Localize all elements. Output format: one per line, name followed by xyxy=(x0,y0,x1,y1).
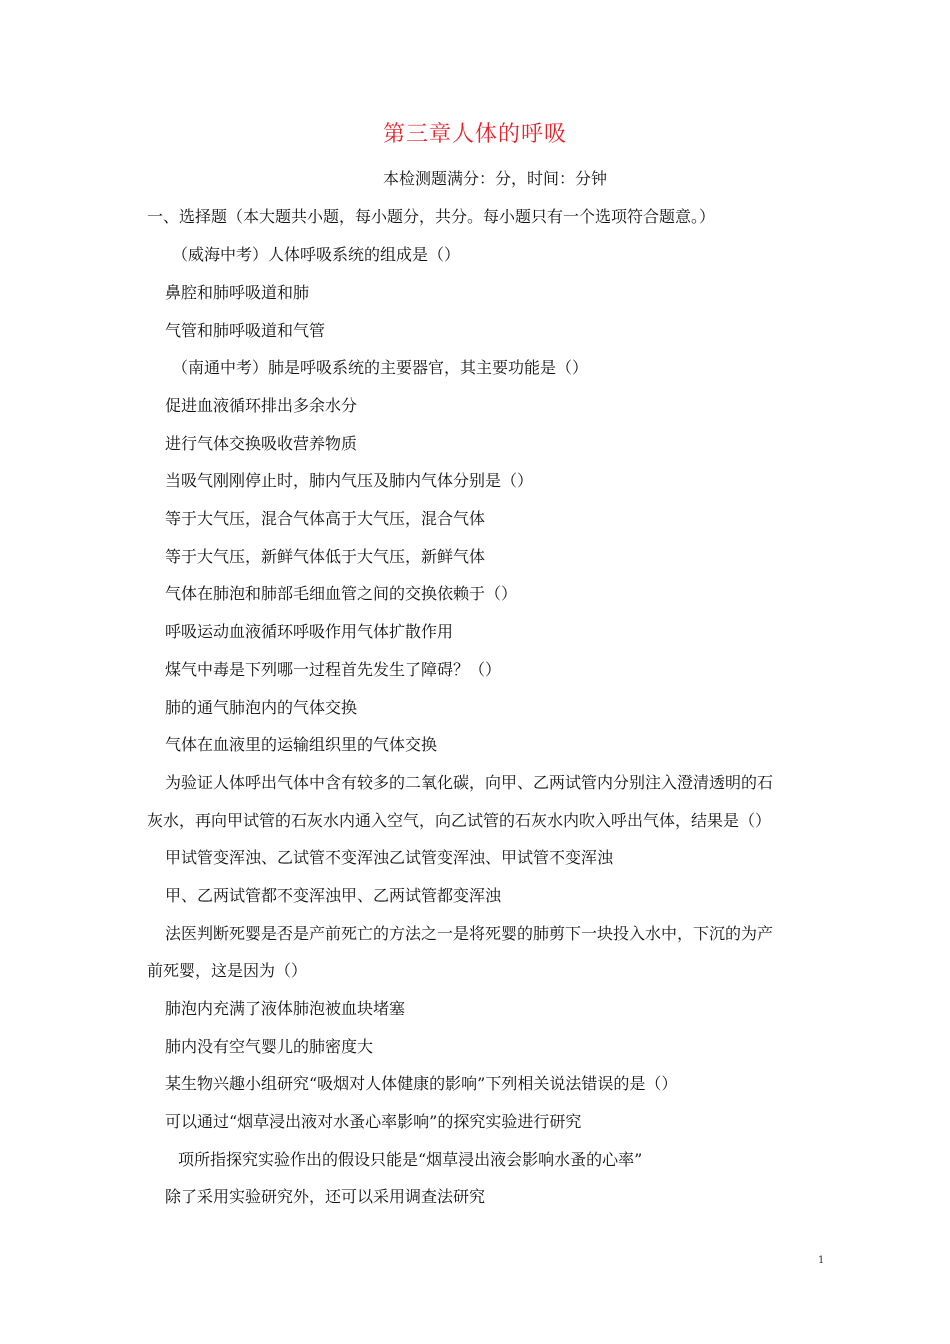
question-line: 煤气中毒是下列哪一过程首先发生了障碍？（） xyxy=(165,660,502,679)
option-line: 肺的通气肺泡内的气体交换 xyxy=(165,698,358,717)
document-title: 第三章人体的呼吸 xyxy=(382,122,567,147)
option-line: 肺泡内充满了液体肺泡被血块堵塞 xyxy=(165,999,406,1018)
option-line: 等于大气压，混合气体高于大气压，混合气体 xyxy=(165,509,486,528)
question-line: 为验证人体呼出气体中含有较多的二氧化碳，向甲、乙两试管内分别注入澄清透明的石 xyxy=(165,773,774,792)
option-line: 除了采用实验研究外，还可以采用调查法研究 xyxy=(165,1187,486,1206)
section-heading: 一、选择题（本大题共小题，每小题分，共分。每小题只有一个选项符合题意。） xyxy=(147,207,716,226)
option-line: 气管和肺呼吸道和气管 xyxy=(165,321,326,340)
option-line: 肺内没有空气婴儿的肺密度大 xyxy=(165,1037,374,1056)
option-line: 可以通过“烟草浸出液对水蚤心率影响”的探究实验进行研究 xyxy=(165,1112,582,1131)
question-line: 当吸气刚刚停止时，肺内气压及肺内气体分别是（） xyxy=(165,471,534,490)
question-line-continued: 前死婴，这是因为（） xyxy=(147,961,308,980)
question-line: 气体在肺泡和肺部毛细血管之间的交换依赖于（） xyxy=(165,584,518,603)
option-line: 甲试管变浑浊、乙试管不变浑浊乙试管变浑浊、甲试管不变浑浊 xyxy=(165,848,614,867)
option-line: 气体在血液里的运输组织里的气体交换 xyxy=(165,735,438,754)
option-line: 等于大气压，新鲜气体低于大气压，新鲜气体 xyxy=(165,547,486,566)
question-line: 某生物兴趣小组研究“吸烟对人体健康的影响”下列相关说法错误的是（） xyxy=(165,1074,678,1093)
question-line: 法医判断死婴是否是产前死亡的方法之一是将死婴的肺剪下一块投入水中，下沉的为产 xyxy=(165,924,774,943)
option-line: 进行气体交换吸收营养物质 xyxy=(165,434,358,453)
document-subtitle: 本检测题满分：分，时间：分钟 xyxy=(382,169,607,188)
question-line: （威海中考）人体呼吸系统的组成是（） xyxy=(172,245,461,264)
question-line-continued: 灰水，再向甲试管的石灰水内通入空气，向乙试管的石灰水内吹入呼出气体，结果是（） xyxy=(147,811,772,830)
option-line: 甲、乙两试管都不变浑浊甲、乙两试管都变浑浊 xyxy=(165,886,502,905)
option-line: 项所指探究实验作出的假设只能是“烟草浸出液会影响水蚤的心率” xyxy=(178,1150,643,1169)
question-line: （南通中考）肺是呼吸系统的主要器官，其主要功能是（） xyxy=(172,358,589,377)
option-line: 鼻腔和肺呼吸道和肺 xyxy=(165,283,310,302)
option-line: 促进血液循环排出多余水分 xyxy=(165,396,358,415)
option-line: 呼吸运动血液循环呼吸作用气体扩散作用 xyxy=(165,622,454,641)
page-number: 1 xyxy=(818,1255,825,1266)
